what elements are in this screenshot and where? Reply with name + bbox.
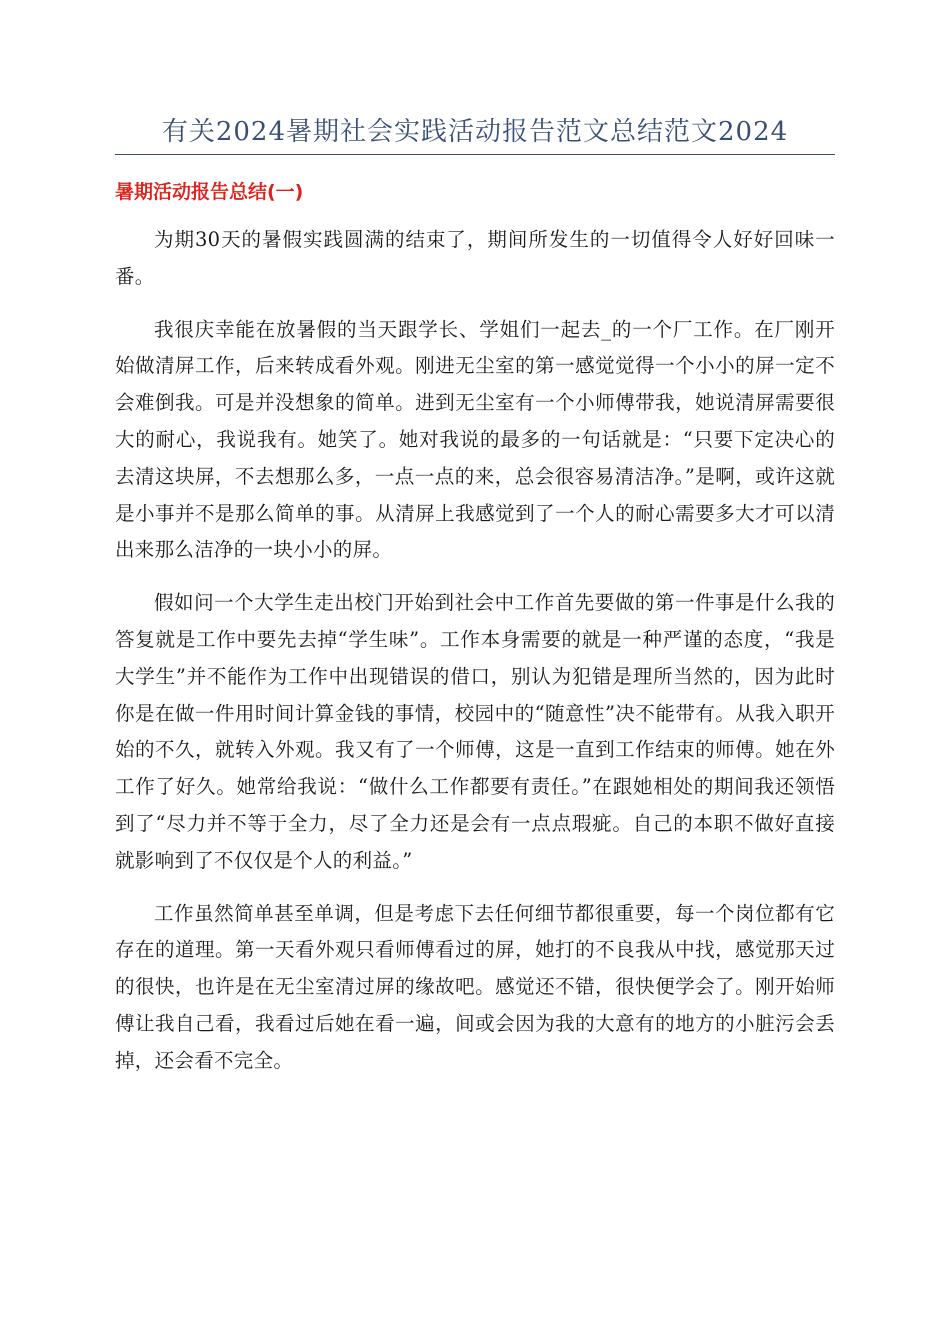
section-heading: 暑期活动报告总结(一) xyxy=(115,181,304,203)
body-text xyxy=(115,222,835,1096)
paragraph: 工作虽然简单甚至单调，但是考虑下去任何细节都很重要，每一个岗位都有它存在的道理。第一天看外观只看师傅看过的屏，她打的不良我从中找，感觉那天过的很快，也许是在无尘室清过屏的缘故吧。感觉还不错，很快便学会了。刚开始师傅让我自己看，我看过后她在看一遍，间或会因为我的大意有的地方的小脏污会丢掉，还会看不完全。 xyxy=(115,901,835,1072)
paragraph: 我很庆幸能在放暑假的当天跟学长、学姐们一起去_的一个厂工作。在厂刚开始做清屏工作，后来转成看外观。刚进无尘室的第一感觉觉得一个小小的屏一定不会难倒我。可是并没想象的简单。进到无尘室有一个小师傅带我，她说清屏需要很大的耐心，我说我有。她笑了。她对我说的最多的一句话就是：“只要下定决心的去清这块屏，不去想那么多，一点一点的来，总会很容易清洁净。”是啊，或许这就是小事并不是那么简单的事。从清屏上我感觉到了一个人的耐心需要多大才可以清出来那么洁净的一块小小的屏。 xyxy=(115,317,835,562)
paragraph: 为期30天的暑假实践圆满的结束了，期间所发生的一切值得令人好好回味一番。 xyxy=(115,228,835,288)
document-title: 有关2024暑期社会实践活动报告范文总结范文2024 xyxy=(161,117,789,147)
paragraph: 假如问一个大学生走出校门开始到社会中工作首先要做的第一件事是什么我的答复就是工作中要先去掉“学生味”。工作本身需要的就是一种严谨的态度，“我是大学生”并不能作为工作中出现错误的借口，别认为犯错是理所当然的，因为此时你是在做一件用时间计算金钱的事情，校园中的“随意性”决不能带有。从我入职开始的不久，就转入外观。我又有了一个师傅，这是一直到工作结束的师傅。她在外工作了好久。她常给我说：“做什么工作都要有责任。”在跟她相处的期间我还领悟到了“尽力并不等于全力，尽了全力还是会有一点点瑕疵。自己的本职不做好直接就影响到了不仅仅是个人的利益。” xyxy=(115,591,835,872)
title-underline xyxy=(115,154,835,155)
